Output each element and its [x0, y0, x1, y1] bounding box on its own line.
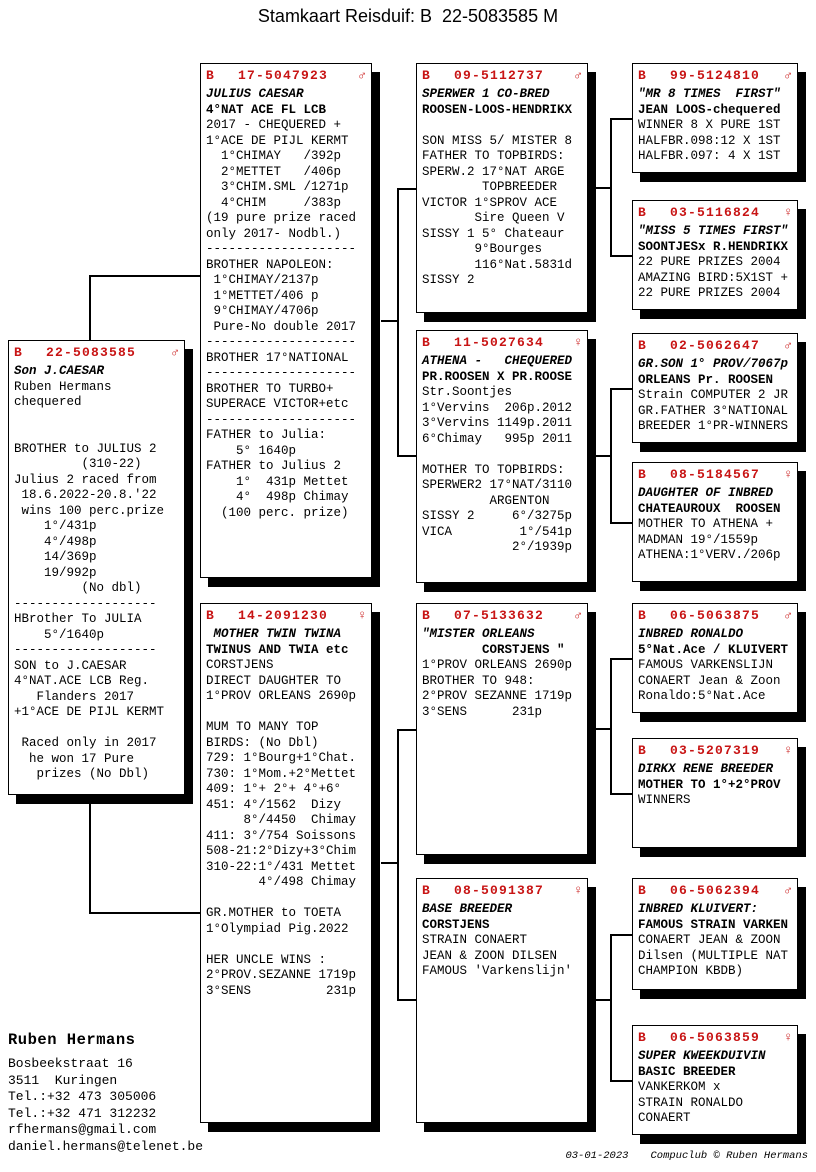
ring-band: B [422, 68, 430, 83]
box-text-line: 1°PROV ORLEANS 2690p [422, 658, 573, 672]
connector-line [89, 275, 91, 341]
box-text-line: 9°Bourges [422, 242, 543, 256]
box-text-line: PR.ROOSEN X PR.ROOSE [422, 369, 573, 384]
box-text-line: chequered [14, 395, 82, 409]
box-text-line: SOONTJESx R.HENDRIKX [638, 239, 789, 254]
footer [540, 1138, 808, 1172]
box-body [633, 1046, 797, 1127]
box-text-line: MUM TO MANY TOP [206, 720, 319, 734]
box-text-line: FAMOUS 'Varkenslijn' [422, 964, 573, 978]
box-text-line: 4°/498p [14, 534, 97, 549]
box-text-line: DAUGHTER OF INBRED [638, 486, 774, 500]
box-text-line: Ronaldo:5°Nat.Ace [638, 689, 766, 703]
box-text-line: JEAN & ZOON DILSEN [422, 948, 558, 963]
ring-number: 09-5112737 [454, 68, 545, 83]
box-text-line: BASIC BREEDER [638, 1064, 736, 1079]
box-text-line: 5°Nat.Ace / KLUIVERT [638, 642, 789, 657]
connector-line [596, 455, 611, 457]
box-text-line: SUPERACE VICTOR+etc [206, 397, 349, 411]
box-text-line: SISSY 1 5° Chateaur [422, 226, 565, 241]
ring-band: B [638, 608, 646, 623]
box-text-line: 4°NAT.ACE LCB Reg. [14, 674, 150, 688]
box-text-line [9, 721, 184, 737]
box-header [417, 331, 587, 351]
box-body [633, 483, 797, 564]
box-text-line: GR.SON 1° PROV/7067p [638, 357, 789, 371]
contact-email-1: rfhermans@gmail.com [8, 1122, 157, 1137]
ring-number: 06-5062394 [670, 883, 761, 898]
ring-band: B [638, 1030, 646, 1045]
box-text-line: 310-22:1°/431 Mettet [206, 859, 357, 874]
pedigree-box-sire-dam-sire [632, 333, 798, 443]
box-text-line: FATHER TO TOPBIRDS: [422, 149, 565, 163]
box-text-line: 4°/498 Chimay [206, 875, 357, 889]
box-text-line: 22 PURE PRIZES 2004 [638, 255, 781, 269]
female-icon: ♀ [784, 743, 792, 758]
box-text-line: -------------------- [206, 242, 357, 256]
male-icon: ♂ [784, 338, 792, 353]
box-text-line: ------------------- [14, 596, 157, 611]
box-text-line: STRAIN RONALDO [638, 1095, 744, 1110]
box-body [417, 84, 587, 289]
box-header [633, 879, 797, 899]
box-text-line: ATHENA - CHEQUERED [422, 354, 573, 368]
box-text-line: WINNERS [638, 793, 691, 807]
box-text-line: ------------------- [14, 643, 157, 657]
box-body [201, 84, 371, 521]
box-header [417, 879, 587, 899]
box-text-line: Strain COMPUTER 2 JR [638, 388, 789, 402]
box-text-line [201, 937, 371, 953]
box-text-line: SPERW.2 17°NAT ARGE [422, 164, 565, 179]
ring-band: B [422, 883, 430, 898]
box-text-line: 1°METTET/406 p [206, 288, 319, 303]
box-text-line: 1°Vervins 206p.2012 [422, 400, 573, 415]
contact-block [8, 1031, 203, 1155]
connector-line [596, 187, 611, 189]
box-text-line [9, 426, 184, 442]
footer-date: 03-01-2023 [565, 1150, 629, 1162]
box-text-line: BROTHER 17°NATIONAL [206, 350, 349, 365]
box-text-line: 1° 431p Mettet [206, 474, 349, 489]
box-text-line: BROTHER TO TURBO+ [206, 381, 334, 396]
box-body [633, 759, 797, 809]
box-text-line: 3°SENS 231p [422, 704, 543, 719]
ring-number: 99-5124810 [670, 68, 761, 83]
male-icon: ♂ [784, 608, 792, 623]
box-header [9, 341, 184, 361]
box-body [417, 899, 587, 980]
pedigree-box-dam-dam [416, 878, 588, 1123]
box-text-line: (19 pure prize raced [206, 211, 357, 225]
box-text-line: VICA 1°/541p [422, 524, 573, 539]
box-text-line: ORLEANS Pr. ROOSEN [638, 372, 774, 387]
box-text-line: (No dbl) [14, 581, 142, 595]
connector-line [397, 999, 416, 1001]
box-text-line: Julius 2 raced from [14, 472, 157, 487]
ring-number: 08-5184567 [670, 467, 761, 482]
ring-number: 11-5027634 [454, 335, 545, 350]
pedigree-box-dam-sire-sire [632, 603, 798, 713]
box-text-line: 2°PROV.SEZANNE 1719p [206, 968, 357, 982]
connector-line [610, 658, 612, 794]
box-header [201, 604, 371, 624]
box-text-line: prizes (No Dbl) [14, 767, 150, 781]
box-text-line: SPERWER 1 CO-BRED [422, 87, 550, 101]
box-text-line: 451: 4°/1562 Dizy [206, 797, 342, 812]
pedigree-box-sire-sire-dam [632, 200, 798, 310]
female-icon: ♀ [574, 883, 582, 898]
box-text-line: 116°Nat.5831d [422, 257, 573, 272]
box-text-line: VANKERKOM x [638, 1080, 721, 1094]
box-text-line: 409: 1°+ 2°+ 4°+6° [206, 782, 342, 796]
box-header [633, 604, 797, 624]
box-text-line: +1°ACE DE PIJL KERMT [14, 705, 165, 719]
box-text-line: 5° 1640p [206, 443, 297, 458]
box-text-line: BREEDER 1°PR-WINNERS [638, 419, 789, 433]
connector-line [610, 934, 612, 1081]
box-text-line: 19/992p [14, 565, 97, 580]
ring-band: B [638, 743, 646, 758]
box-text-line: VICTOR 1°SPROV ACE [422, 195, 558, 210]
pedigree-box-sire-dam [416, 330, 588, 583]
box-text-line: 2°/1939p [422, 540, 573, 554]
box-text-line: 1°CHIMAY/2137p [206, 273, 319, 287]
ring-band: B [422, 335, 430, 350]
ring-number: 03-5207319 [670, 743, 761, 758]
box-text-line: 4°NAT ACE FL LCB [206, 102, 327, 117]
box-text-line: BIRDS: (No Dbl) [206, 735, 319, 750]
box-text-line: HER UNCLE WINS : [206, 952, 327, 967]
box-text-line: 730: 1°Mom.+2°Mettet [206, 766, 357, 781]
box-text-line: 14/369p [14, 550, 97, 564]
box-text-line: STRAIN CONAERT [422, 933, 528, 947]
ring-number: 22-5083585 [46, 345, 137, 360]
ring-number: 06-5063875 [670, 608, 761, 623]
box-text-line: (310-22) [14, 457, 142, 471]
male-icon: ♂ [784, 883, 792, 898]
box-text-line [417, 118, 587, 134]
box-text-line: -------------------- [206, 335, 357, 349]
box-body [633, 624, 797, 705]
box-header [633, 64, 797, 84]
box-text-line: 3°SENS 231p [206, 983, 357, 998]
box-text-line: MOTHER TO ATHENA + [638, 517, 774, 531]
box-text-line: 2017 - CHEQUERED + [206, 118, 342, 132]
box-text-line: MOTHER TO TOPBIRDS: [422, 462, 565, 477]
box-text-line: Flanders 2017 [14, 689, 135, 704]
connector-line [610, 793, 632, 795]
pedigree-box-subject [8, 340, 185, 795]
box-text-line: 1°/431p [14, 519, 97, 533]
box-text-line: SON MISS 5/ MISTER 8 [422, 133, 573, 148]
box-header [633, 1026, 797, 1046]
ring-band: B [638, 338, 646, 353]
box-text-line: 729: 1°Bourg+1°Chat. [206, 751, 357, 765]
box-text-line: 1°Olympiad Pig.2022 [206, 921, 349, 936]
ring-number: 03-5116824 [670, 205, 761, 220]
box-text-line: "MISTER ORLEANS [422, 627, 535, 641]
connector-line [610, 658, 632, 660]
box-header [633, 463, 797, 483]
box-header [633, 201, 797, 221]
box-text-line: CORSTJENS [422, 917, 490, 932]
pedigree-box-dam-sire-dam [632, 738, 798, 848]
connector-line [89, 794, 91, 913]
female-icon: ♀ [784, 1030, 792, 1045]
connector-line [610, 388, 612, 523]
box-text-line: 1°CHIMAY /392p [206, 149, 342, 163]
box-text-line: 2°PROV SEZANNE 1719p [422, 689, 573, 703]
box-text-line: CHAMPION KBDB) [638, 964, 744, 978]
box-text-line: FATHER to Julia: [206, 428, 327, 442]
box-body [417, 351, 587, 556]
box-text-line: INBRED KLUIVERT: [638, 902, 759, 916]
ring-band: B [14, 345, 22, 360]
box-text-line: 3°Vervins 1149p.2011 [422, 416, 573, 430]
box-text-line: 3°CHIM.SML /1271p [206, 180, 349, 194]
box-header [201, 64, 371, 84]
connector-line [610, 388, 632, 390]
connector-line [89, 275, 200, 277]
box-text-line: WINNER 8 X PURE 1ST [638, 118, 781, 132]
male-icon: ♂ [358, 68, 366, 83]
box-text-line: MADMAN 19°/1559p [638, 532, 759, 547]
box-text-line: DIRECT DAUGHTER TO [206, 673, 342, 688]
ring-band: B [638, 205, 646, 220]
box-text-line: 5°/1640p [14, 627, 105, 642]
connector-line [397, 455, 416, 457]
box-text-line: 1°PROV ORLEANS 2690p [206, 689, 357, 703]
footer-credit: Compuclub © Ruben Hermans [650, 1150, 808, 1162]
box-text-line: Pure-No double 2017 [206, 319, 357, 334]
contact-name: Ruben Hermans [8, 1031, 136, 1049]
box-text-line: FAMOUS VARKENSLIJN [638, 658, 774, 672]
box-text-line: SON to J.CAESAR [14, 658, 127, 673]
ring-band: B [638, 883, 646, 898]
box-text-line: SPERWER2 17°NAT/3110 [422, 478, 573, 492]
box-text-line: GR.FATHER 3°NATIONAL [638, 403, 789, 418]
box-text-line: 2°METTET /406p [206, 164, 342, 179]
connector-line [397, 729, 416, 731]
ring-number: 08-5091387 [454, 883, 545, 898]
box-text-line: FATHER to Julius 2 [206, 459, 342, 473]
box-body [633, 354, 797, 435]
box-text-line: MOTHER TO 1°+2°PROV [638, 777, 781, 792]
box-text-line: 9°CHIMAY/4706p [206, 304, 319, 318]
box-text-line: 22 PURE PRIZES 2004 [638, 286, 781, 300]
box-text-line: ATHENA:1°VERV./206p [638, 548, 781, 562]
box-text-line: Sire Queen V [422, 211, 565, 225]
pedigree-box-dam-sire [416, 603, 588, 855]
ring-number: 07-5133632 [454, 608, 545, 623]
box-text-line: he won 17 Pure [14, 751, 135, 766]
box-header [417, 604, 587, 624]
box-text-line: TWINUS AND TWIA etc [206, 642, 349, 657]
box-text-line: Raced only in 2017 [14, 736, 157, 750]
box-text-line: CONAERT Jean & Zoon [638, 673, 781, 688]
box-text-line: INBRED RONALDO [638, 627, 744, 641]
box-header [633, 739, 797, 759]
male-icon: ♂ [574, 608, 582, 623]
male-icon: ♂ [784, 68, 792, 83]
box-text-line: -------------------- [206, 366, 357, 380]
box-text-line: CHATEAUROUX ROOSEN [638, 501, 781, 516]
box-text-line: SISSY 2 6°/3275p [422, 509, 573, 523]
box-text-line: SUPER KWEEKDUIVIN [638, 1049, 766, 1063]
connector-line [610, 255, 632, 257]
box-text-line: JULIUS CAESAR [206, 87, 304, 101]
female-icon: ♀ [358, 608, 366, 623]
box-text-line: ARGENTON [422, 493, 550, 508]
box-text-line: 8°/4450 Chimay [206, 813, 357, 827]
box-text-line: HBrother To JULIA [14, 612, 142, 626]
box-text-line: CONAERT JEAN & ZOON [638, 933, 781, 947]
pedigree-box-sire [200, 63, 372, 578]
connector-line [610, 118, 632, 120]
box-body [9, 361, 184, 783]
female-icon: ♀ [574, 335, 582, 350]
box-body [201, 624, 371, 999]
contact-phone-1: Tel.:+32 473 305006 [8, 1089, 157, 1104]
ring-number: 17-5047923 [238, 68, 329, 83]
box-text-line: 18.6.2022-20.8.'22 [14, 488, 157, 502]
connector-line [381, 320, 398, 322]
connector-line [610, 934, 632, 936]
connector-line [596, 999, 611, 1001]
box-header [633, 334, 797, 354]
box-text-line: HALFBR.098:12 X 1ST [638, 133, 781, 148]
box-text-line: ROOSEN-LOOS-HENDRIKX [422, 102, 573, 117]
box-body [417, 624, 587, 720]
box-text-line: BASE BREEDER [422, 902, 513, 916]
box-text-line: 411: 3°/754 Soissons [206, 828, 357, 843]
box-text-line: 508-21:2°Dizy+3°Chim [206, 844, 357, 858]
box-text-line: "MISS 5 TIMES FIRST" [638, 224, 789, 238]
box-body [633, 221, 797, 302]
pedigree-box-dam-dam-sire [632, 878, 798, 990]
box-text-line: CORSTJENS [206, 658, 274, 672]
box-text-line: wins 100 perc.prize [14, 503, 165, 518]
ring-number: 06-5063859 [670, 1030, 761, 1045]
box-text-line: Str.Soontjes [422, 385, 513, 399]
box-text-line [9, 411, 184, 427]
box-text-line: BROTHER TO 948: [422, 673, 535, 688]
page-title: Stamkaart Reisduif: B 22-5083585 M [257, 6, 559, 26]
contact-city: 3511 Kuringen [8, 1072, 118, 1088]
box-text-line: Dilsen (MULTIPLE NAT [638, 948, 789, 963]
connector-line [397, 729, 399, 1001]
connector-line [610, 1080, 632, 1082]
ring-band: B [206, 68, 214, 83]
pedigree-box-dam [200, 603, 372, 1123]
connector-line [397, 188, 416, 190]
pedigree-box-dam-dam-dam [632, 1025, 798, 1135]
box-text-line: MOTHER TWIN TWINA [206, 627, 342, 641]
box-body [633, 899, 797, 980]
box-text-line [201, 891, 371, 907]
box-text-line: CORSTJENS " [422, 642, 565, 657]
box-text-line: AMAZING BIRD:5X1ST + [638, 270, 789, 285]
box-text-line: 6°Chimay 995p 2011 [422, 431, 573, 446]
male-icon: ♂ [574, 68, 582, 83]
female-icon: ♀ [784, 467, 792, 482]
box-text-line: SISSY 2 [422, 273, 475, 287]
box-text-line: 4° 498p Chimay [206, 490, 349, 504]
connector-line [596, 728, 611, 730]
box-body [633, 84, 797, 165]
ring-band: B [422, 608, 430, 623]
box-text-line: JEAN LOOS-chequered [638, 102, 781, 117]
box-text-line: Son J.CAESAR [14, 364, 105, 378]
box-text-line [201, 705, 371, 721]
box-text-line: HALFBR.097: 4 X 1ST [638, 149, 781, 163]
male-icon: ♂ [171, 345, 179, 360]
connector-line [89, 912, 200, 914]
ring-band: B [638, 68, 646, 83]
connector-line [381, 862, 398, 864]
box-text-line: DIRKX RENE BREEDER [638, 762, 774, 776]
box-text-line: "MR 8 TIMES FIRST" [638, 87, 781, 101]
contact-phone-2: Tel.:+32 471 312232 [8, 1105, 157, 1121]
box-text-line: TOPBREEDER [422, 180, 558, 194]
box-text-line: BROTHER to JULIUS 2 [14, 441, 157, 456]
pedigree-box-sire-sire-sire [632, 63, 798, 173]
pedigree-box-sire-dam-dam [632, 462, 798, 582]
box-text-line [417, 447, 587, 463]
female-icon: ♀ [784, 205, 792, 220]
box-text-line: (100 perc. prize) [206, 505, 349, 520]
ring-band: B [638, 467, 646, 482]
contact-street: Bosbeekstraat 16 [8, 1056, 133, 1071]
box-header [417, 64, 587, 84]
ring-number: 14-2091230 [238, 608, 329, 623]
box-text-line: BROTHER NAPOLEON: [206, 257, 334, 272]
contact-email-2: daniel.hermans@telenet.be [8, 1138, 204, 1154]
connector-line [610, 522, 632, 524]
box-text-line: only 2017- Nodbl.) [206, 226, 342, 241]
box-text-line: GR.MOTHER to TOETA [206, 906, 342, 920]
connector-line [397, 188, 399, 456]
box-text-line: Ruben Hermans [14, 379, 112, 394]
box-text-line: CONAERT [638, 1111, 691, 1125]
box-text-line: 4°CHIM /383p [206, 195, 342, 210]
ring-band: B [206, 608, 214, 623]
box-text-line: FAMOUS STRAIN VARKEN [638, 917, 789, 932]
box-text-line: -------------------- [206, 412, 357, 427]
connector-line [610, 118, 612, 256]
pedigree-box-sire-sire [416, 63, 588, 313]
ring-number: 02-5062647 [670, 338, 761, 353]
box-text-line: 1°ACE DE PIJL KERMT [206, 133, 349, 148]
